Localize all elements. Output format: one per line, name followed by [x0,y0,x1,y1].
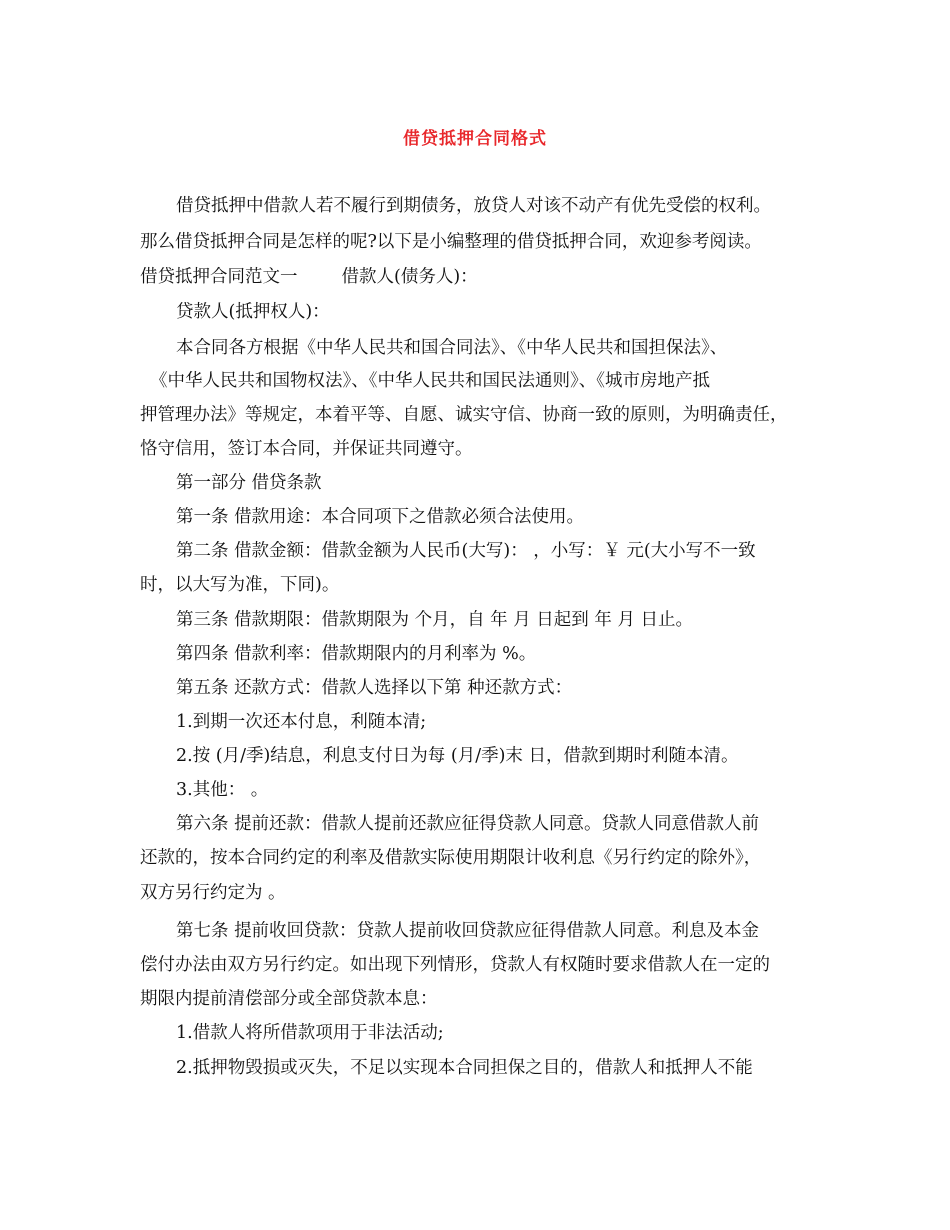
paragraph-line: 借贷抵押中借款人若不履行到期债务，放贷人对该不动产有优先受偿的权利。 [176,196,771,216]
paragraph-line: 那么借贷抵押合同是怎样的呢?以下是小编整理的借贷抵押合同，欢迎参考阅读。 [140,232,762,252]
paragraph-line: 第二条 借款金额：借款金额为人民币(大写)： ，小写：￥ 元(大小写不一致 [176,541,756,561]
list-item: 2.抵押物毁损或灭失，不足以实现本合同担保之目的，借款人和抵押人不能 [176,1058,753,1078]
list-item: 1.借款人将所借款项用于非法活动; [176,1023,444,1043]
paragraph-line: 第五条 还款方式：借款人选择以下第 种还款方式： [176,678,573,698]
section-heading: 第一部分 借贷条款 [176,473,322,493]
list-item: 3.其他： 。 [176,780,269,800]
paragraph-line: 本合同各方根据《中华人民共和国合同法》、《中华人民共和国担保法》、 [176,338,728,358]
paragraph-line: 偿付办法由双方另行约定。如出现下列情形，贷款人有权随时要求借款人在一定的 [140,955,770,975]
paragraph-line: 还款的，按本合同约定的利率及借款实际使用期限计收利息《另行约定的除外》， [140,848,762,868]
paragraph-line [140,267,478,287]
paragraph-line: 期限内提前清偿部分或全部贷款本息： [140,989,438,1009]
list-item: 2.按 (月/季)结息，利息支付日为每 (月/季)末 日，借款到期时利随本清。 [176,746,739,766]
paragraph-line: 《中华人民共和国物权法》、《中华人民共和国民法通则》、《城市房地产抵 [150,371,710,391]
paragraph-line: 第六条 提前还款：借款人提前还款应征得贷款人同意。贷款人同意借款人前 [176,814,760,834]
paragraph-line: 第四条 借款利率：借款期限内的月利率为 %。 [176,644,537,664]
list-item: 1.到期一次还本付息，利随本清; [176,712,427,732]
party-label: 借款人(债务人)： [341,267,478,287]
document-title: 借贷抵押合同格式 [403,129,547,149]
paragraph-line: 双方另行约定为 。 [140,883,286,903]
paragraph-line: 押管理办法》等规定，本着平等、自愿、诚实守信、协商一致的原则，为明确责任， [140,405,788,425]
section-heading: 借贷抵押合同范文一 [140,267,298,287]
paragraph-line: 贷款人(抵押权人)： [176,302,330,322]
paragraph-line: 恪守信用，签订本合同，并保证共同遵守。 [140,439,473,459]
paragraph-line: 第七条 提前收回贷款：贷款人提前收回贷款应征得借款人同意。利息及本金 [176,921,760,941]
paragraph-line: 第一条 借款用途：本合同项下之借款必须合法使用。 [176,507,585,527]
paragraph-line: 时，以大写为准，下同)。 [140,575,340,595]
paragraph-line: 第三条 借款期限：借款期限为 个月，自 年 月 日起到 年 月 日止。 [176,610,693,630]
